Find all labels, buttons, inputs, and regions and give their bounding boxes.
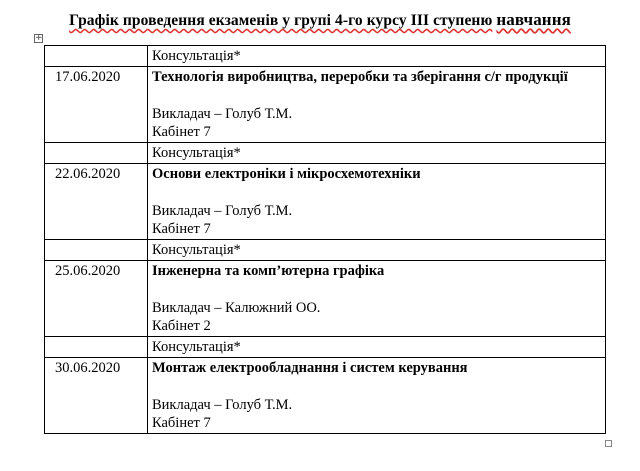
title-main: Графік проведення екзаменів у групі 4-го курсу III ступеню xyxy=(69,12,493,29)
consultation-row xyxy=(45,46,606,67)
exam-teacher: Викладач – Голуб Т.М. xyxy=(152,105,293,122)
exam-subject: Технологія виробництва, переробки та зберігання с/г продукції xyxy=(152,68,568,85)
exam-schedule-table xyxy=(44,45,606,434)
date-cell-empty xyxy=(45,142,148,163)
exam-room: Кабінет 7 xyxy=(152,221,211,238)
document-title xyxy=(0,10,640,30)
exam-row xyxy=(45,260,606,336)
consultation-cell: Консультація* xyxy=(148,142,606,163)
exam-details xyxy=(148,66,606,142)
exam-date: 22.06.2020 xyxy=(45,163,148,239)
exam-date: 25.06.2020 xyxy=(45,260,148,336)
table-resize-handle-icon[interactable] xyxy=(605,440,612,447)
date-cell-empty xyxy=(45,239,148,260)
exam-details xyxy=(148,163,606,239)
consultation-cell: Консультація* xyxy=(148,336,606,357)
exam-details xyxy=(148,357,606,433)
title-suffix: навчання xyxy=(496,10,571,29)
exam-row xyxy=(45,66,606,142)
exam-room: Кабінет 7 xyxy=(152,124,211,141)
exam-date: 17.06.2020 xyxy=(45,66,148,142)
exam-teacher: Викладач – Голуб Т.М. xyxy=(152,202,293,219)
date-cell-empty xyxy=(45,336,148,357)
exam-date: 30.06.2020 xyxy=(45,357,148,433)
exam-row xyxy=(45,357,606,433)
consultation-row xyxy=(45,239,606,260)
exam-subject: Монтаж електрообладнання і систем керування xyxy=(152,359,468,376)
date-cell-empty xyxy=(45,46,148,67)
exam-teacher: Викладач – Калюжний ОО. xyxy=(152,299,321,316)
exam-teacher: Викладач – Голуб Т.М. xyxy=(152,396,293,413)
exam-subject: Інженерна та комп’ютерна графіка xyxy=(152,262,385,279)
consultation-row xyxy=(45,336,606,357)
consultation-cell: Консультація* xyxy=(148,239,606,260)
exam-room: Кабінет 2 xyxy=(152,318,211,335)
table-move-handle-icon[interactable]: + xyxy=(35,33,43,43)
exam-room: Кабінет 7 xyxy=(152,415,211,432)
exam-row xyxy=(45,163,606,239)
consultation-row xyxy=(45,142,606,163)
exam-details xyxy=(148,260,606,336)
consultation-cell: Консультація* xyxy=(148,46,606,67)
exam-subject: Основи електроніки і мікросхемотехніки xyxy=(152,165,421,182)
